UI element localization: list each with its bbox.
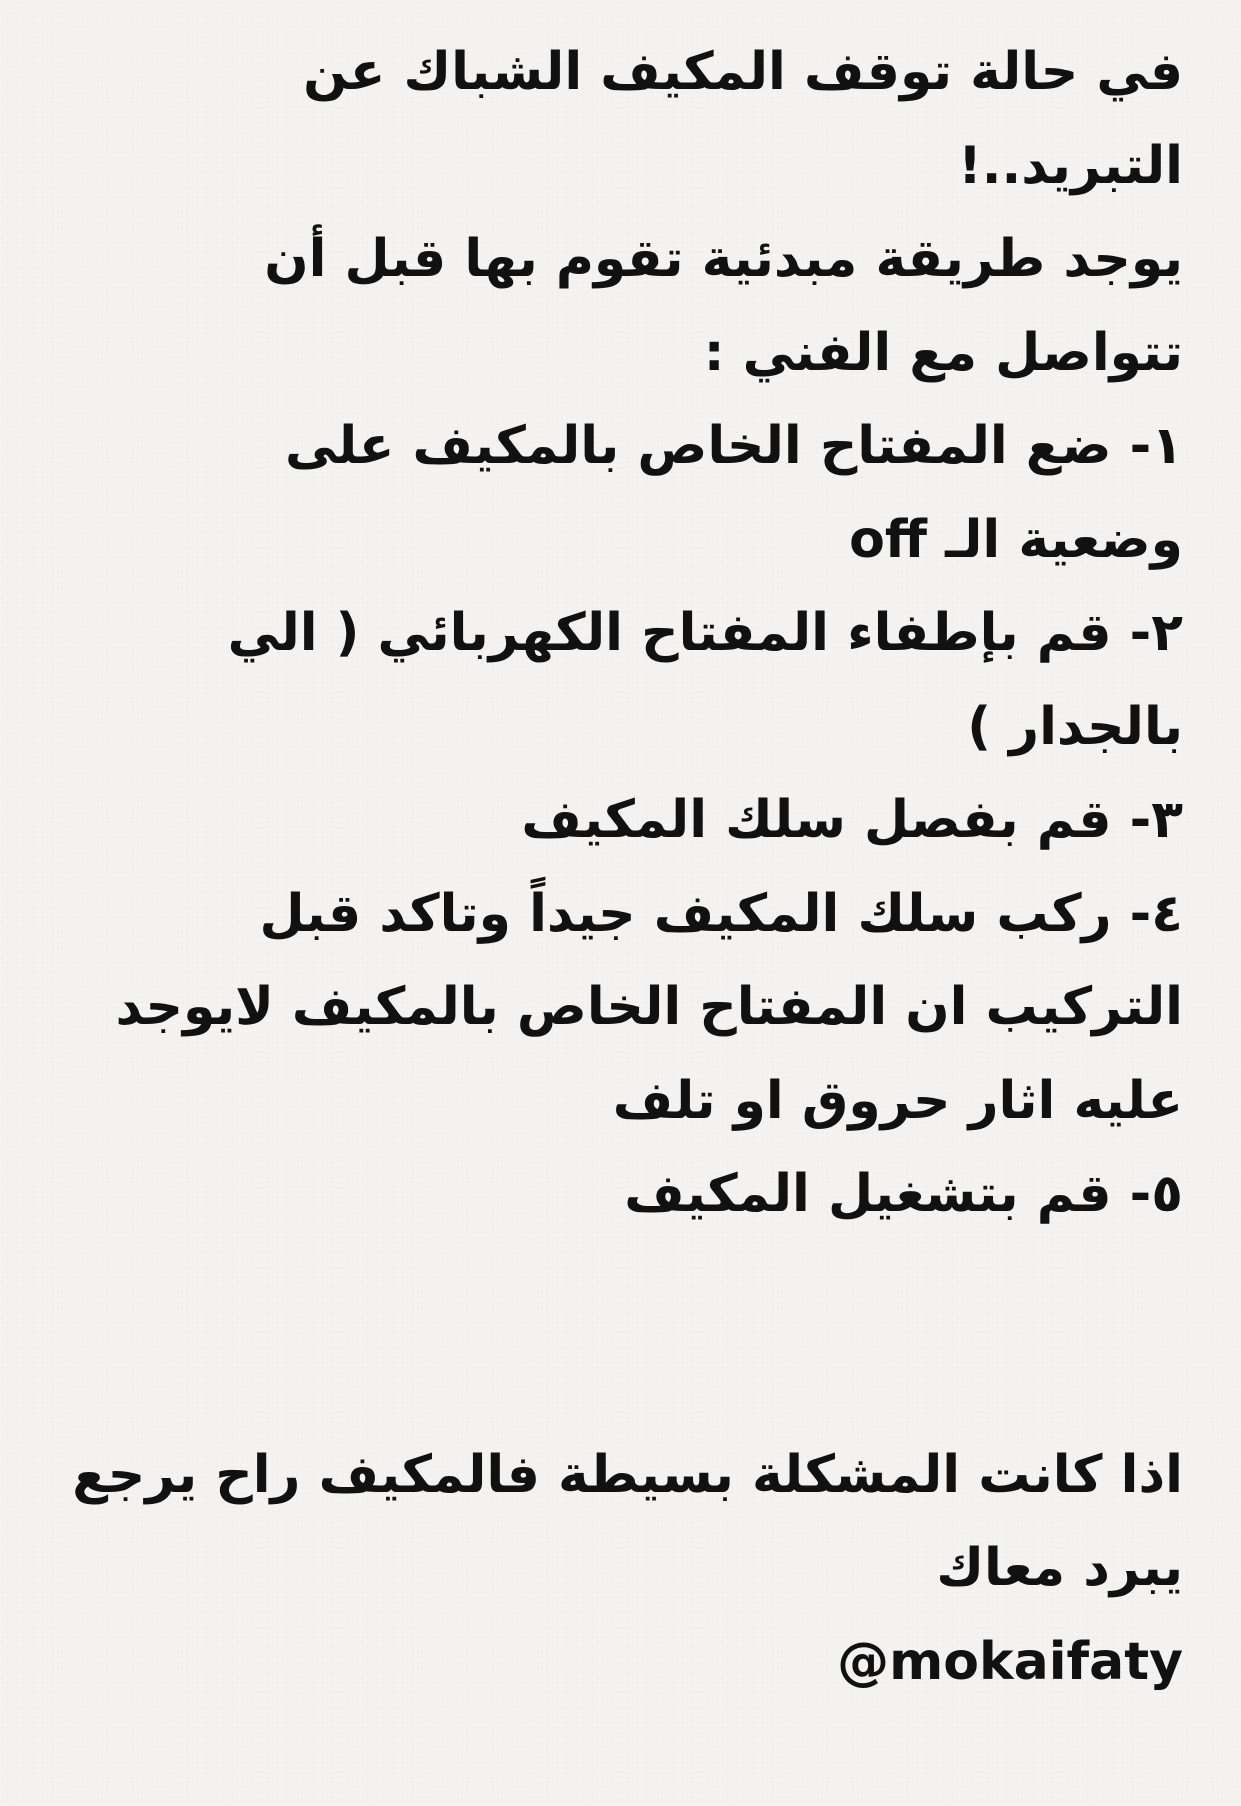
title-line-2: التبريد..! bbox=[958, 135, 1183, 196]
closing-line-2: يبرد معاك bbox=[936, 1538, 1183, 1598]
step-4-line-3: عليه اثار حروق او تلف bbox=[612, 1070, 1183, 1131]
closing-line-1: اذا كانت المشكلة بسيطة فالمكيف راح يرجع bbox=[72, 1444, 1183, 1505]
step-2-line-2: بالجدار ) bbox=[967, 696, 1183, 757]
step-1-line-1: ١- ضع المفتاح الخاص بالمكيف على bbox=[285, 416, 1183, 476]
step-1-line-2: وضعية الـ off bbox=[849, 509, 1183, 570]
step-2-line-1: ٢- قم بإطفاء المفتاح الكهربائي ( الي bbox=[227, 603, 1183, 663]
account-handle: @mokaifaty bbox=[837, 1631, 1183, 1692]
intro-line-2: تتواصل مع الفني : bbox=[703, 322, 1183, 383]
intro-line-1: يوجد طريقة مبدئية تقوم بها قبل أن bbox=[264, 229, 1183, 289]
step-3-line: ٣- قم بفصل سلك المكيف bbox=[521, 790, 1183, 850]
note-text bbox=[50, 26, 1183, 1709]
blank-space bbox=[50, 1242, 1183, 1429]
step-4-line-1: ٤- ركب سلك المكيف جيداً وتاكد قبل bbox=[259, 883, 1183, 944]
title-line-1: في حالة توقف المكيف الشباك عن bbox=[303, 42, 1183, 102]
handle-line bbox=[50, 1616, 1183, 1710]
step-5-line: ٥- قم بتشغيل المكيف bbox=[624, 1164, 1183, 1224]
step-4-line-2: التركيب ان المفتاح الخاص بالمكيف لايوجد bbox=[115, 977, 1183, 1037]
